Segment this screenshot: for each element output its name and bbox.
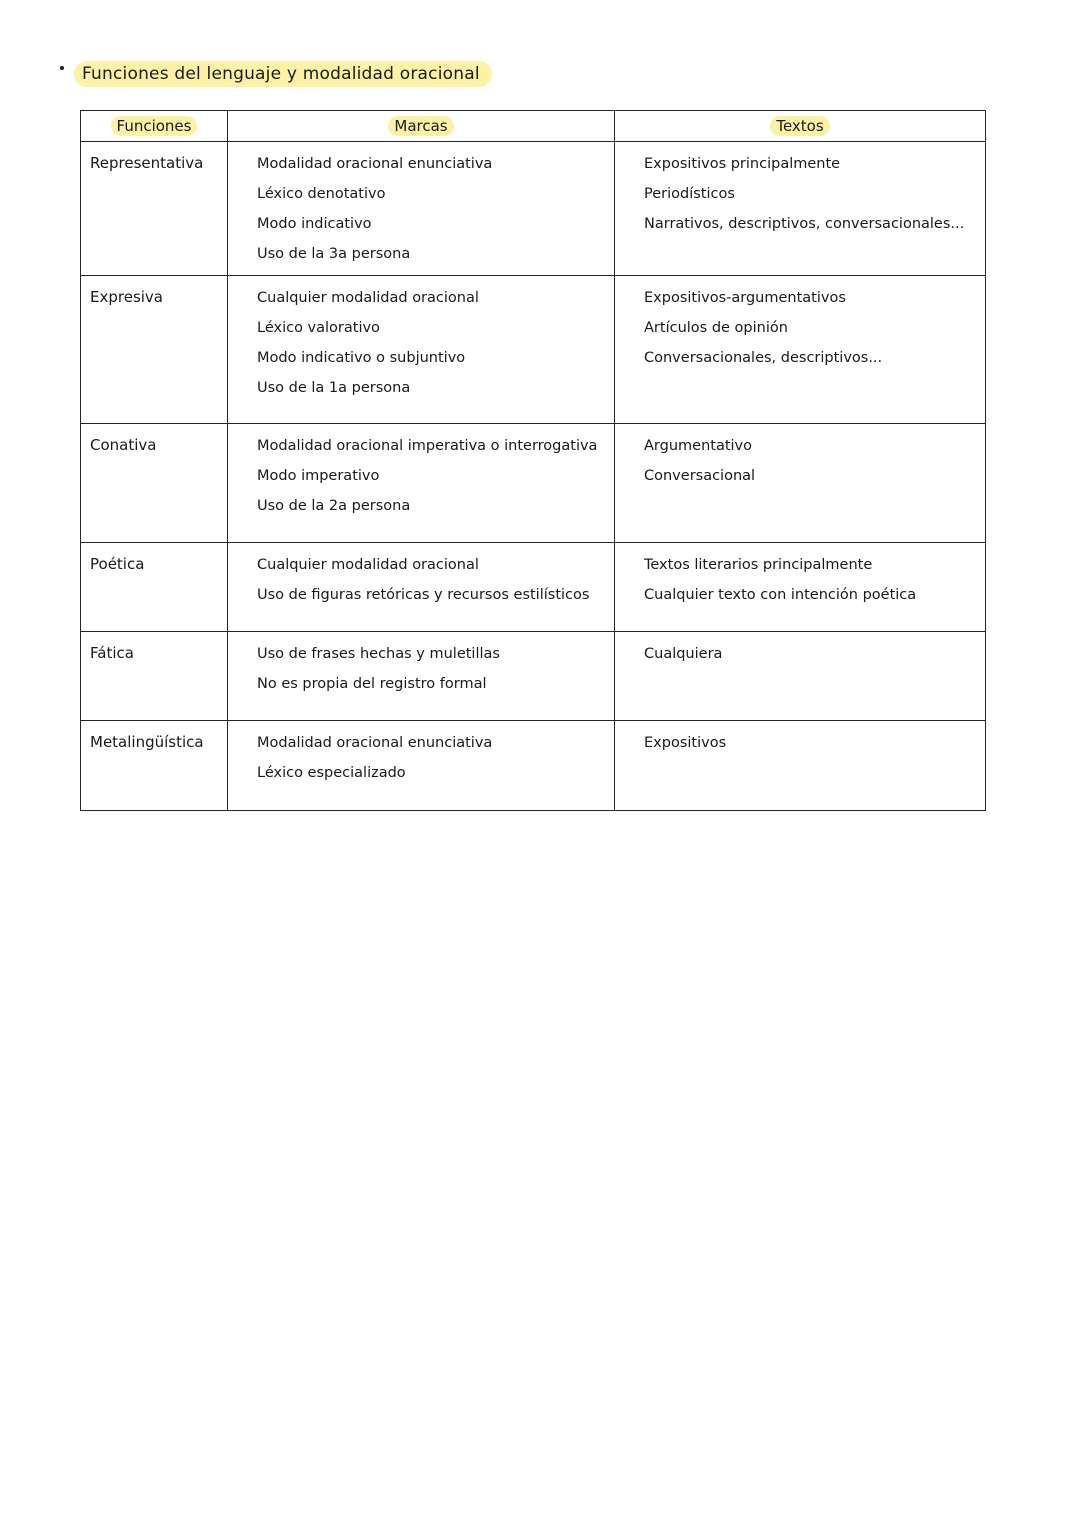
funcion-cell [81,721,228,811]
textos-cell [615,721,986,811]
marcas-cell [228,632,615,721]
marca-item: Uso de la 2a persona [257,498,411,514]
marca-item: Modo imperativo [257,468,380,484]
table-header-row [81,111,986,142]
textos-cell [615,424,986,543]
marcas-cell [228,543,615,632]
funcion-label: Representativa [90,154,204,172]
header-marcas-label: Marcas [388,116,453,136]
texto-item: Narrativos, descriptivos, conversacionales... [644,216,965,232]
marca-item: Léxico especializado [257,765,406,781]
funcion-label: Metalingüística [90,733,204,751]
marca-item: Uso de la 1a persona [257,380,411,396]
marca-item: Uso de frases hechas y muletillas [257,646,500,662]
funcion-label: Poética [90,555,145,573]
funcion-cell [81,424,228,543]
textos-cell [615,543,986,632]
funcion-label: Expresiva [90,288,163,306]
marca-item: Léxico valorativo [257,320,380,336]
funcion-label: Conativa [90,436,157,454]
texto-item: Conversacionales, descriptivos... [644,350,883,366]
funcion-cell [81,142,228,276]
header-marcas [228,111,615,142]
funcion-label: Fática [90,644,134,662]
table-row [81,543,986,632]
header-funciones-label: Funciones [111,116,198,136]
table-row [81,276,986,424]
table-row [81,424,986,543]
header-funciones [81,111,228,142]
functions-table [80,110,986,811]
table-row [81,632,986,721]
marca-item: Modalidad oracional enunciativa [257,156,493,172]
funcion-cell [81,543,228,632]
texto-item: Cualquiera [644,646,723,662]
texto-item: Textos literarios principalmente [644,557,873,573]
marca-item: Cualquier modalidad oracional [257,290,479,306]
header-textos [615,111,986,142]
textos-cell [615,632,986,721]
marcas-cell [228,142,615,276]
table-row [81,721,986,811]
title-wrap [74,60,492,88]
textos-cell [615,142,986,276]
texto-item: Expositivos-argumentativos [644,290,846,306]
marcas-cell [228,424,615,543]
texto-item: Argumentativo [644,438,752,454]
funcion-cell [81,276,228,424]
marca-item: Uso de la 3a persona [257,246,411,262]
texto-item: Artículos de opinión [644,320,788,336]
texto-item: Cualquier texto con intención poética [644,587,917,603]
marca-item: Modo indicativo o subjuntivo [257,350,466,366]
texto-item: Periodísticos [644,186,735,202]
marcas-cell [228,276,615,424]
marcas-cell [228,721,615,811]
marca-item: Cualquier modalidad oracional [257,557,479,573]
marca-item: Modalidad oracional enunciativa [257,735,493,751]
funcion-cell [81,632,228,721]
marca-item: Léxico denotativo [257,186,386,202]
table-row [81,142,986,276]
texto-item: Expositivos [644,735,727,751]
page-title: Funciones del lenguaje y modalidad oracional [74,61,492,87]
marca-item: Modo indicativo [257,216,372,232]
texto-item: Expositivos principalmente [644,156,841,172]
texto-item: Conversacional [644,468,756,484]
header-textos-label: Textos [770,116,829,136]
bullet-dot [60,66,64,70]
textos-cell [615,276,986,424]
marca-item: Modalidad oracional imperativa o interrogativa [257,438,598,454]
marca-item: Uso de figuras retóricas y recursos estilísticos [257,587,590,603]
marca-item: No es propia del registro formal [257,676,487,692]
